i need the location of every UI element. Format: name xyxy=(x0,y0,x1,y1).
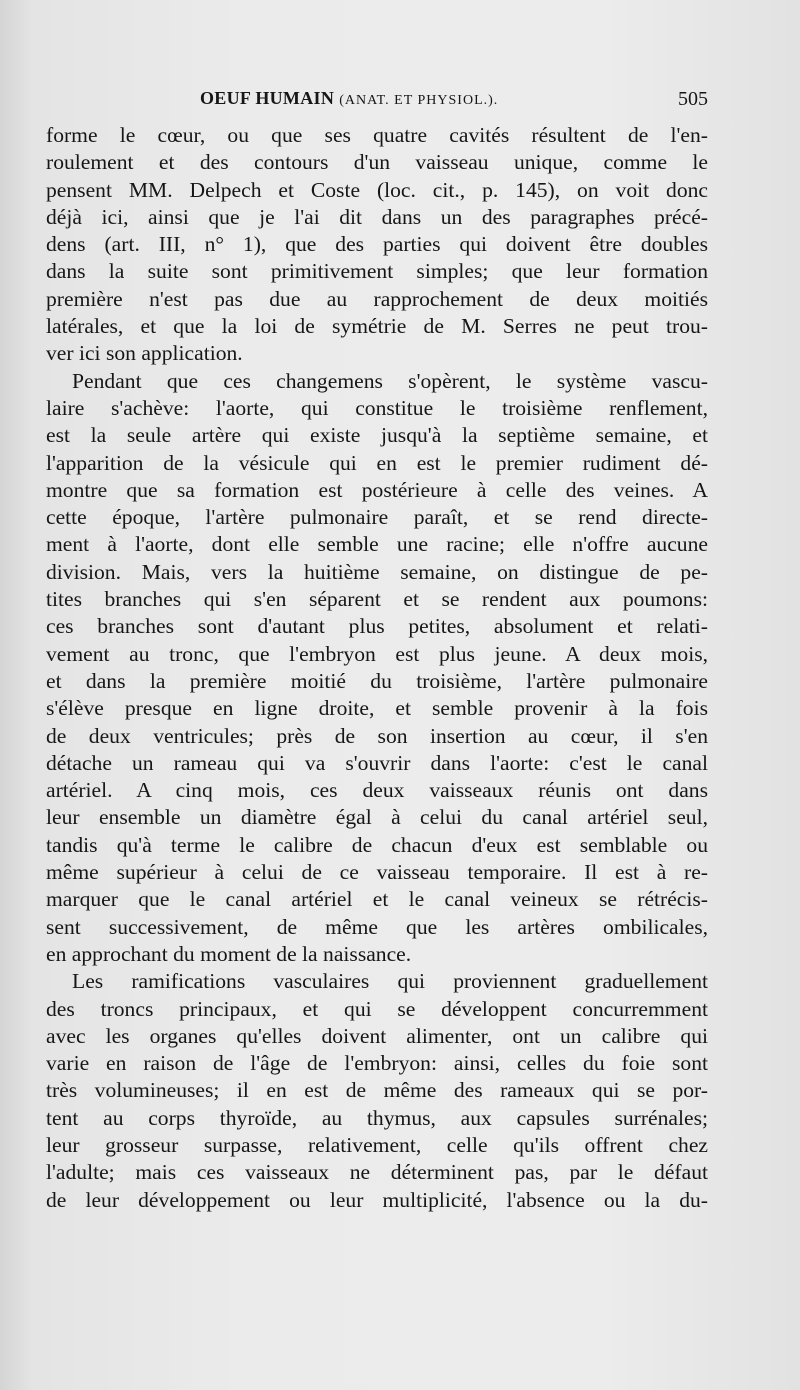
running-head xyxy=(200,88,708,114)
text-line: sent successivement, de même que les artères ombilicales, xyxy=(46,914,708,939)
running-title xyxy=(200,88,498,110)
text-line: détache un rameau qui va s'ouvrir dans l'aorte: c'est le canal xyxy=(46,750,708,775)
text-line: première n'est pas due au rapprochement de deux moitiés xyxy=(46,286,708,311)
text-line: leur ensemble un diamètre égal à celui du canal artériel seul, xyxy=(46,805,708,830)
body-text xyxy=(46,122,708,1214)
text-line: est la seule artère qui existe jusqu'à la septième semaine, et xyxy=(46,423,708,448)
text-line: en approchant du moment de la naissance. xyxy=(46,941,412,966)
text-line: même supérieur à celui de ce vaisseau temporaire. Il est à re- xyxy=(46,860,708,885)
running-title-sub: (ANAT. ET PHYSIOL.). xyxy=(339,93,499,108)
text-line: tites branches qui s'en séparent et se rendent aux poumons: xyxy=(46,587,708,612)
text-line: s'élève presque en ligne droite, et semble provenir à la fois xyxy=(46,696,708,721)
paragraph-1 xyxy=(46,122,708,368)
text-line: ver ici son application. xyxy=(46,341,243,366)
text-line: division. Mais, vers la huitième semaine, on distingue de pe- xyxy=(46,559,708,584)
text-line: marquer que le canal artériel et le canal veineux se rétrécis- xyxy=(46,887,708,912)
text-line: ment à l'aorte, dont elle semble une racine; elle n'offre aucune xyxy=(46,532,708,557)
text-line: cette époque, l'artère pulmonaire paraît, et se rend directe- xyxy=(46,505,708,530)
text-line: varie en raison de l'âge de l'embryon: ainsi, celles du foie sont xyxy=(46,1051,708,1076)
text-line: ces branches sont d'autant plus petites, absolument et relati- xyxy=(46,614,708,639)
text-line: leur grosseur surpasse, relativement, celle qu'ils offrent chez xyxy=(46,1132,708,1157)
text-line: Les ramifications vasculaires qui proviennent graduellement xyxy=(72,969,708,994)
text-line: dans la suite sont primitivement simples; que leur formation xyxy=(46,259,708,284)
text-line: vement au tronc, que l'embryon est plus jeune. A deux mois, xyxy=(46,641,708,666)
text-line: très volumineuses; il en est de même des rameaux qui se por- xyxy=(46,1078,708,1103)
page-number: 505 xyxy=(678,88,708,110)
text-line: pensent MM. Delpech et Coste (loc. cit., p. 145), on voit donc xyxy=(46,177,708,202)
text-line: roulement et des contours d'un vaisseau unique, comme le xyxy=(46,150,708,175)
text-line: l'adulte; mais ces vaisseaux ne déterminent pas, par le défaut xyxy=(46,1160,708,1185)
text-line: avec les organes qu'elles doivent alimenter, ont un calibre qui xyxy=(46,1023,708,1048)
running-title-main: OEUF HUMAIN xyxy=(200,88,335,108)
text-line: l'apparition de la vésicule qui en est le premier rudiment dé- xyxy=(46,450,708,475)
text-line: Pendant que ces changemens s'opèrent, le système vascu- xyxy=(72,368,708,393)
text-line: montre que sa formation est postérieure à celle des veines. A xyxy=(46,477,708,502)
text-line: et dans la première moitié du troisième, l'artère pulmonaire xyxy=(46,668,708,693)
text-line: tent au corps thyroïde, au thymus, aux capsules surrénales; xyxy=(46,1105,708,1130)
text-line: des troncs principaux, et qui se développent concurremment xyxy=(46,996,708,1021)
text-line: dens (art. III, n° 1), que des parties qui doivent être doubles xyxy=(46,232,708,257)
paragraph-3 xyxy=(46,968,708,1214)
text-line: de leur développement ou leur multiplicité, l'absence ou la du- xyxy=(46,1187,708,1212)
text-line: laire s'achève: l'aorte, qui constitue le troisième renflement, xyxy=(46,395,708,420)
text-line: tandis qu'à terme le calibre de chacun d'eux est semblable ou xyxy=(46,832,708,857)
text-line: de deux ventricules; près de son insertion au cœur, il s'en xyxy=(46,723,708,748)
text-line: forme le cœur, ou que ses quatre cavités résultent de l'en- xyxy=(46,123,708,147)
paragraph-2 xyxy=(46,368,708,969)
text-line: latérales, et que la loi de symétrie de M. Serres ne peut trou- xyxy=(46,314,708,339)
text-line: déjà ici, ainsi que je l'ai dit dans un des paragraphes précé- xyxy=(46,204,708,229)
text-line: artériel. A cinq mois, ces deux vaisseaux réunis ont dans xyxy=(46,778,708,803)
